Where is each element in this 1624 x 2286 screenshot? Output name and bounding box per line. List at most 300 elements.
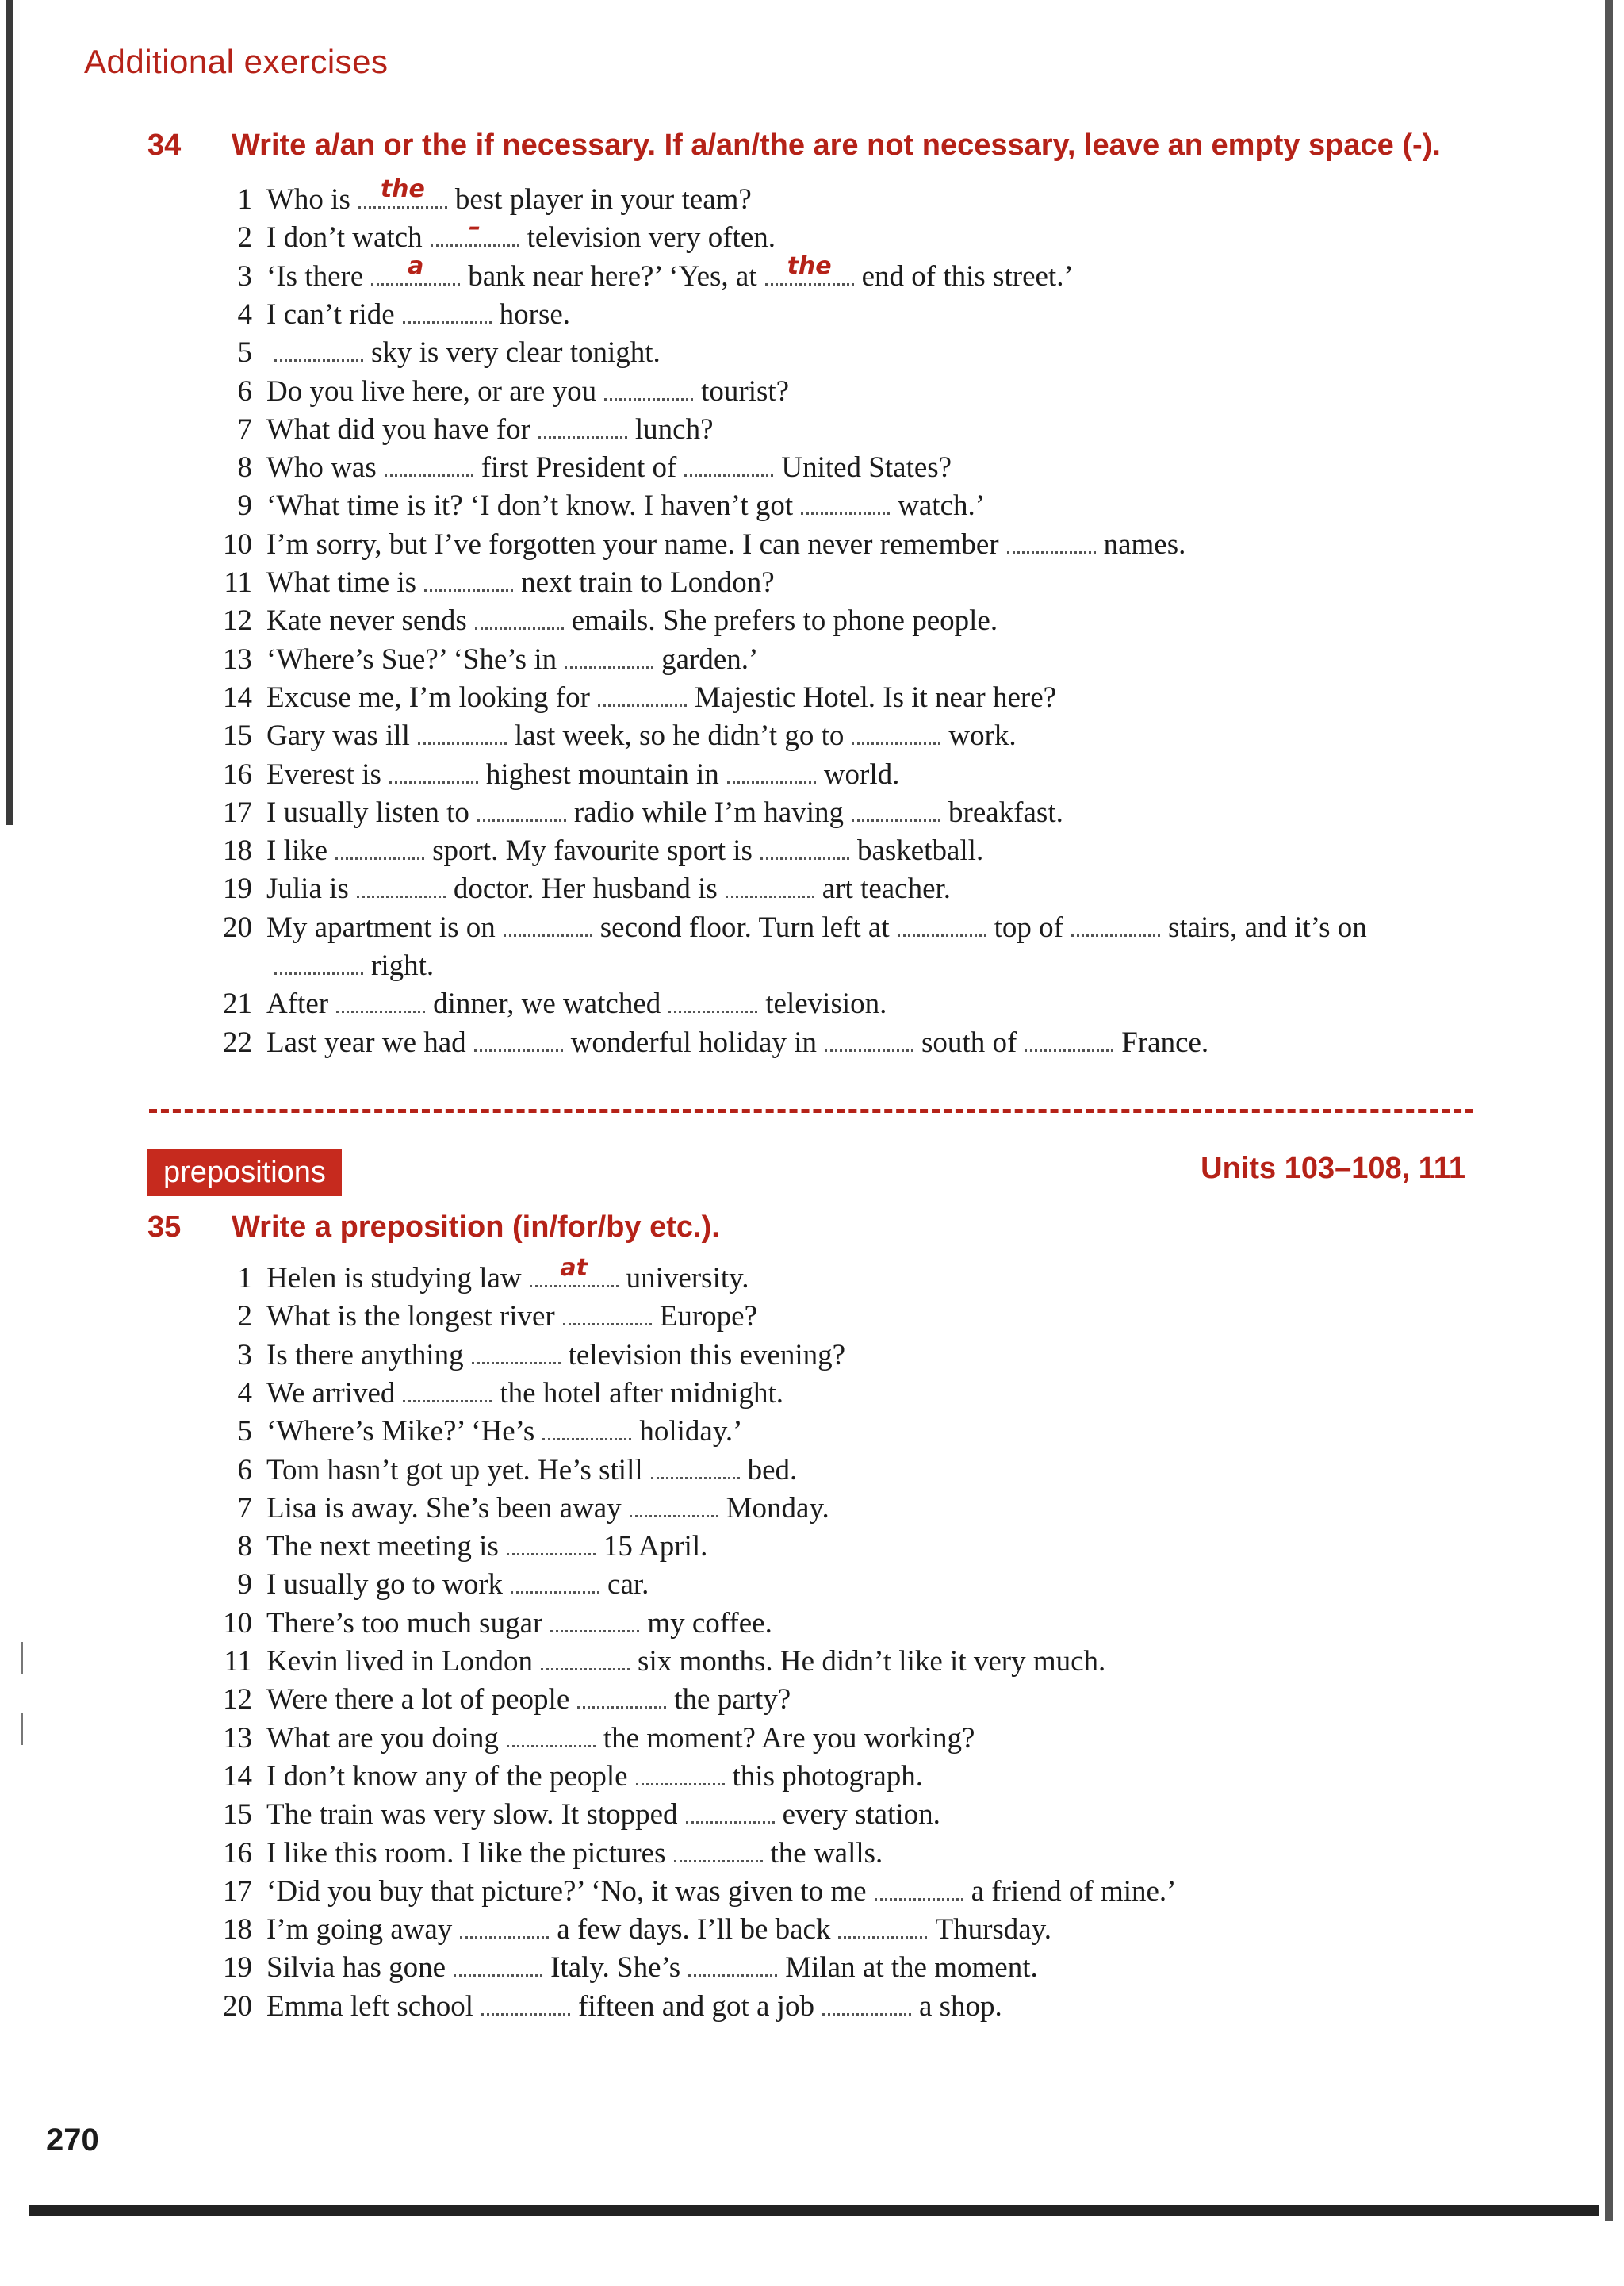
sentence-text: I’m going away [266,1913,453,1947]
item-sentence [266,679,1056,717]
sentence-text: Monday. [726,1491,829,1525]
item-sentence [266,1337,845,1375]
item-sentence [266,1024,1208,1062]
sentence-text: sport. My favourite sport is [432,834,753,868]
sentence-text: this photograph. [732,1759,924,1793]
item-sentence [266,1835,883,1873]
answer-blank[interactable] [598,681,687,707]
item-number: 6 [237,374,252,408]
exercise-item [206,832,983,870]
sentence-text: Who is [266,183,350,216]
exercise-item [206,1681,791,1719]
exercise-item [206,251,1074,296]
item-sentence [266,1566,649,1604]
answer-blank[interactable] [454,1950,542,1977]
sentence-text: I usually go to work [266,1568,504,1601]
exercise-item [206,1452,797,1490]
sentence-text: sky is very clear tonight. [371,336,661,370]
sentence-text: What time is [266,566,417,599]
item-number: 2 [237,221,252,255]
answer-blank[interactable] [335,834,424,860]
exercise-item [206,1490,829,1528]
exercise-item [206,1835,883,1873]
item-sentence [266,832,983,870]
exercise-item [206,602,998,640]
sentence-text: I’m sorry, but I’ve forgotten your name. I can never remember [266,527,999,561]
answer-blank[interactable] [357,872,446,898]
sentence-text: I like this room. I like the pictures [266,1836,666,1870]
answer-blank[interactable] [504,911,592,937]
sentence-text: Milan at the moment. [785,1951,1038,1985]
item-sentence [266,449,952,487]
section-divider [149,1109,1473,1113]
answer-blank[interactable] [274,336,363,362]
sentence-text: garden.’ [661,642,759,676]
answer-blank[interactable] [825,1026,914,1052]
exercise-item [206,296,570,334]
exercise-item [206,487,985,525]
answer-blank[interactable] [507,1721,596,1747]
item-sentence [266,602,998,640]
answer-blank[interactable] [604,374,693,401]
item-sentence [266,487,985,525]
sentence-text: ‘Did you buy that picture?’ ‘No, it was given to me [266,1874,867,1908]
sentence-text: basketball. [856,834,984,868]
item-number: 1 [237,183,252,216]
sentence-text: the moment? Are you working? [603,1721,975,1755]
sentence-text: I like [266,834,328,868]
item-sentence [266,251,1074,296]
exercise-item [206,1413,743,1451]
sentence-text: a few days. I’ll be back [557,1913,831,1947]
answer-blank[interactable] [550,1606,639,1632]
item-number: 20 [223,911,252,944]
item-sentence [266,756,899,794]
sentence-text: art teacher. [822,873,952,906]
sentence-text: radio while I’m having [573,796,845,829]
sentence-text: Thursday. [935,1913,1052,1947]
item-sentence [266,717,1017,755]
answer-blank[interactable] [371,251,460,286]
sentence-text: Julia is [266,873,349,906]
answer-blank[interactable] [726,872,814,898]
answer-blank[interactable] [727,758,816,784]
answer-blank[interactable] [481,1989,570,2016]
sentence-text: Italy. She’s [550,1951,681,1985]
sentence-text: first President of [481,451,677,485]
answer-blank[interactable] [686,1797,775,1824]
item-sentence [266,1758,923,1796]
exercise-item [206,1873,1177,1911]
sentence-text: I can’t ride [266,297,395,331]
item-sentence [266,564,775,602]
item-number: 7 [237,1491,252,1525]
handwritten-answer: at [560,1254,588,1282]
item-number: 13 [223,642,252,676]
sentence-text: The next meeting is [266,1530,499,1563]
page-number: 270 [46,2123,99,2158]
item-number: 10 [223,1606,252,1640]
sentence-text: second floor. Turn left at [599,911,890,944]
answer-blank[interactable] [760,834,849,860]
answer-blank[interactable] [651,1453,740,1479]
exercise-item [206,526,1185,564]
section-tag: prepositions [147,1149,342,1196]
answer-blank[interactable] [577,1682,666,1709]
item-sentence [266,1528,707,1566]
item-number: 3 [237,259,252,293]
sentence-text: Is there anything [266,1338,464,1371]
answer-blank[interactable] [822,1989,911,2016]
exercise-34-number: 34 [147,128,182,162]
item-sentence [266,909,1367,947]
item-number: 17 [223,1874,252,1908]
handwritten-answer: the [380,175,425,203]
item-number: 3 [237,1338,252,1371]
sentence-text: What did you have for [266,412,530,446]
item-number: 19 [223,1951,252,1985]
answer-blank[interactable] [875,1874,963,1901]
item-sentence [266,985,887,1023]
item-sentence [266,1796,940,1834]
page-header-title: Additional exercises [84,43,389,80]
answer-blank[interactable] [431,213,519,247]
sentence-text: What is the longest river [266,1300,555,1333]
exercise-item [206,870,951,908]
sentence-text: I usually listen to [266,796,469,829]
item-sentence [266,1681,791,1719]
sentence-text: We arrived [266,1376,396,1410]
item-sentence [266,1298,757,1336]
scan-edge-right [1605,0,1613,2221]
sentence-text: best player in your team? [454,183,752,216]
sentence-text: bank near here?’ ‘Yes, at [468,259,757,293]
exercise-item [206,1911,1051,1949]
sentence-text: 15 April. [603,1530,708,1563]
item-sentence [266,1605,772,1643]
item-number: 16 [223,758,252,791]
sentence-text: wonderful holiday in [570,1026,818,1059]
answer-blank[interactable] [636,1759,725,1785]
scan-mark [21,1713,23,1745]
exercise-item [206,794,1063,832]
sentence-text: next train to London? [521,566,775,599]
sentence-text: Gary was ill [266,719,410,753]
item-number: 1 [237,1262,252,1295]
answer-blank[interactable] [403,297,492,324]
item-number: 5 [237,1415,252,1448]
units-reference: Units 103–108, 111 [1201,1152,1465,1185]
exercise-item [206,641,758,679]
exercise-item [206,449,952,487]
sentence-text: stairs, and it’s on [1167,911,1367,944]
answer-blank[interactable] [336,987,425,1013]
sentence-text: Kevin lived in London [266,1645,534,1678]
answer-blank[interactable] [541,1644,630,1670]
answer-blank[interactable] [530,1254,619,1287]
item-sentence [266,175,752,219]
sentence-text: There’s too much sugar [266,1606,543,1640]
item-number: 15 [223,1798,252,1831]
item-number: 11 [224,1645,252,1678]
sentence-text: horse. [499,297,571,331]
answer-blank[interactable] [1007,527,1096,554]
item-sentence [266,1911,1051,1949]
item-number: 18 [223,1913,252,1947]
scan-mark [21,1642,23,1674]
item-sentence [266,296,570,334]
sentence-text: Emma left school [266,1989,473,2023]
sentence-text: Europe? [659,1300,758,1333]
exercise-item [206,1720,975,1758]
answer-blank[interactable] [389,758,478,784]
sentence-text: My apartment is on [266,911,496,944]
sentence-text: Helen is studying law [266,1262,522,1295]
item-sentence [266,1452,797,1490]
sentence-text: Excuse me, I’m looking for [266,681,590,714]
exercise-item [206,909,1367,947]
sentence-text: Lisa is away. She’s been away [266,1491,622,1525]
item-number: 16 [223,1836,252,1870]
answer-blank[interactable] [852,796,940,822]
exercise-item [206,411,714,449]
sentence-text: tourist? [701,374,790,408]
handwritten-answer: the [787,251,832,280]
sentence-text: Last year we had [266,1026,466,1059]
item-number: 15 [223,719,252,753]
sentence-text: television this evening? [568,1338,846,1371]
sentence-text: right. [371,949,435,982]
sentence-text: holiday.’ [639,1415,743,1448]
answer-blank[interactable] [668,987,757,1013]
exercise-item [206,564,775,602]
exercise-item [206,1758,923,1796]
exercise-item [206,717,1017,755]
exercise-item [206,1254,749,1298]
item-number: 11 [224,566,252,599]
handwritten-answer: – [469,213,481,242]
sentence-text: bed. [747,1453,798,1486]
exercise-35-instruction: Write a preposition (in/for/by etc.). [232,1210,720,1244]
answer-blank[interactable] [511,1567,599,1594]
item-number: 13 [223,1721,252,1755]
sentence-text: last week, so he didn’t go to [514,719,845,753]
answer-blank[interactable] [688,1950,777,1977]
item-number: 20 [223,1989,252,2023]
scan-edge-left [6,0,13,825]
item-number: 8 [237,1530,252,1563]
item-sentence [266,794,1063,832]
item-number: 6 [237,1453,252,1486]
sentence-text: dinner, we watched [433,988,661,1021]
item-number: 19 [223,873,252,906]
exercise-item [206,679,1056,717]
sentence-text: television. [765,988,887,1021]
sentence-text: Everest is [266,758,381,791]
answer-blank[interactable] [418,719,507,745]
sentence-text: the hotel after midnight. [500,1376,783,1410]
sentence-text: France. [1121,1026,1209,1059]
item-number: 10 [223,527,252,561]
sentence-text: south of [921,1026,1017,1059]
item-number: 4 [237,297,252,331]
sentence-text: Do you live here, or are you [266,374,597,408]
item-sentence [266,1873,1177,1911]
exercise-item [206,1566,649,1604]
item-number: 14 [223,681,252,714]
sentence-text: names. [1103,527,1186,561]
sentence-text: my coffee. [647,1606,772,1640]
exercise-item [206,1988,1002,2026]
answer-blank[interactable] [1071,911,1160,937]
item-number: 18 [223,834,252,868]
sentence-text: I don’t know any of the people [266,1759,628,1793]
item-sentence [266,1720,975,1758]
answer-blank[interactable] [838,1912,927,1939]
answer-blank[interactable] [403,1376,492,1402]
sentence-text: lunch? [634,412,714,446]
exercise-item [206,1337,845,1375]
item-sentence [266,1643,1105,1681]
item-number: 12 [223,604,252,638]
answer-blank[interactable] [385,451,473,477]
sentence-text: The train was very slow. It stopped [266,1798,678,1831]
sentence-text: work. [948,719,1017,753]
sentence-text: ‘Is there [266,259,364,293]
item-sentence [266,1254,749,1298]
answer-blank[interactable] [477,796,566,822]
answer-blank[interactable] [274,949,363,975]
answer-blank[interactable] [424,566,513,592]
sentence-text: What are you doing [266,1721,499,1755]
item-sentence [266,373,789,411]
sentence-text: emails. She prefers to phone people. [571,604,998,638]
exercise-34-instruction: Write a/an or the if necessary. If a/an/the are not necessary, leave an empty space (-). [232,128,1441,162]
sentence-text: highest mountain in [485,758,719,791]
exercise-35-number: 35 [147,1210,182,1244]
exercise-item [206,1605,772,1643]
answer-blank[interactable] [684,451,773,477]
item-sentence [266,1988,1002,2026]
sentence-text: After [266,988,329,1021]
answer-blank[interactable] [852,719,940,745]
exercise-item [206,985,887,1023]
item-number: 7 [237,412,252,446]
item-sentence [266,1413,743,1451]
answer-blank[interactable] [460,1912,549,1939]
answer-blank[interactable] [801,489,890,515]
item-number: 22 [223,1026,252,1059]
item-sentence [266,213,776,257]
exercise-item [206,1024,1208,1062]
exercise-item [206,1298,757,1336]
item-sentence [266,411,714,449]
answer-blank[interactable] [538,412,627,439]
answer-blank[interactable] [475,604,564,630]
exercise-item [206,1796,940,1834]
exercise-item [206,334,661,372]
sentence-text: every station. [782,1798,940,1831]
sentence-text: a shop. [918,1989,1002,2023]
item-number: 9 [237,1568,252,1601]
sentence-text: top of [994,911,1063,944]
scan-edge-bottom [29,2205,1599,2216]
sentence-text: end of this street.’ [861,259,1074,293]
item-continuation [266,947,434,985]
sentence-text: the walls. [770,1836,883,1870]
sentence-text: car. [607,1568,649,1601]
item-number: 9 [237,489,252,523]
item-number: 4 [237,1376,252,1410]
item-sentence [266,870,951,908]
exercise-item [206,1375,783,1413]
sentence-text: Silvia has gone [266,1951,446,1985]
item-sentence [266,334,661,372]
handwritten-answer: a [408,251,424,280]
item-sentence [266,1375,783,1413]
item-sentence [266,1490,829,1528]
item-sentence [266,526,1185,564]
sentence-text: Who was [266,451,377,485]
answer-blank[interactable] [472,1338,561,1364]
sentence-text: the party? [674,1683,791,1716]
answer-blank[interactable] [565,642,653,669]
item-number: 21 [223,988,252,1021]
sentence-text: ‘Where’s Mike?’ ‘He’s [266,1415,535,1448]
answer-blank[interactable] [474,1026,563,1052]
item-number: 14 [223,1759,252,1793]
sentence-text: I don’t watch [266,221,423,255]
answer-blank[interactable] [1025,1026,1113,1052]
answer-blank[interactable] [563,1299,652,1325]
item-sentence [266,641,758,679]
exercise-item [206,1949,1038,1987]
sentence-text: fifteen and got a job [578,1989,814,2023]
answer-blank[interactable] [358,175,447,209]
answer-blank[interactable] [507,1529,596,1555]
sentence-text: world. [823,758,900,791]
exercise-item [206,756,899,794]
sentence-text: six months. He didn’t like it very much. [638,1645,1106,1678]
sentence-text: doctor. Her husband is [453,873,718,906]
sentence-text: a friend of mine.’ [971,1874,1177,1908]
item-number: 2 [237,1300,252,1333]
answer-blank[interactable] [542,1414,631,1440]
sentence-text: watch.’ [898,489,986,523]
sentence-text: ‘Where’s Sue?’ ‘She’s in [266,642,557,676]
sentence-text: Majestic Hotel. Is it near here? [694,681,1057,714]
answer-blank[interactable] [674,1836,763,1862]
sentence-text: television very often. [527,221,776,255]
answer-blank[interactable] [898,911,986,937]
exercise-item [206,1643,1105,1681]
item-number: 8 [237,451,252,485]
item-number: 17 [223,796,252,829]
exercise-item [206,373,789,411]
item-sentence [266,1949,1038,1987]
sentence-text: Tom hasn’t got up yet. He’s still [266,1453,643,1486]
sentence-text: Kate never sends [266,604,467,638]
sentence-text: Were there a lot of people [266,1683,570,1716]
exercise-item [206,213,776,257]
answer-blank[interactable] [765,251,854,286]
sentence-text: breakfast. [948,796,1063,829]
item-number: 5 [237,336,252,370]
item-number: 12 [223,1683,252,1716]
sentence-text: ‘What time is it? ‘I don’t know. I haven’t got [266,489,794,523]
answer-blank[interactable] [630,1491,718,1517]
sentence-text: university. [626,1262,749,1295]
